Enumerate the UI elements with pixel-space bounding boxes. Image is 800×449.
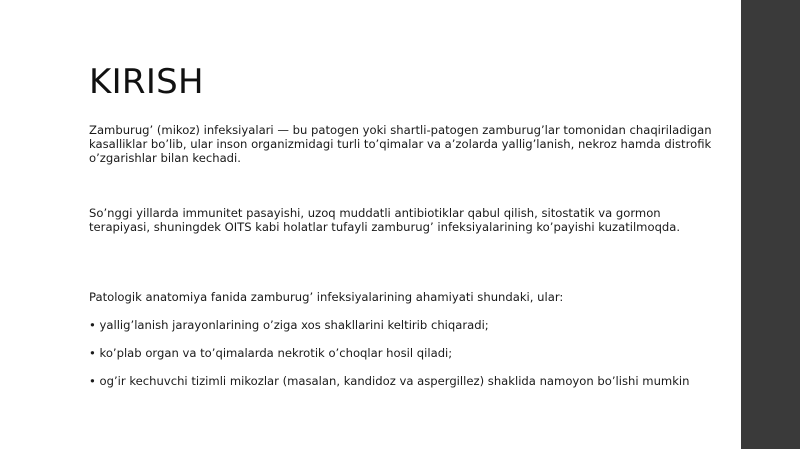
side-bar-decoration bbox=[741, 0, 800, 449]
bullet-item: • og’ir kechuvchi tizimli mikozlar (masalan, kandidoz va aspergillez) shaklida namoyon bo’lishi mumkin bbox=[89, 374, 690, 388]
context-paragraph: So’nggi yillarda immunitet pasayishi, uzoq muddatli antibiotiklar qabul qilish, sitostatik va gormon terapiyasi, shuningdek OITS kabi holatlar tufayli zamburug’ infeksiyalarining ko’payishi kuzatilmoqda. bbox=[89, 206, 681, 234]
significance-paragraph: Patologik anatomiya fanida zamburug’ infeksiyalarining ahamiyati shundaki, ular: bbox=[89, 290, 564, 304]
slide-title: KIRISH bbox=[89, 62, 204, 102]
bullet-item: • yallig’lanish jarayonlarining o’ziga xos shakllarini keltirib chiqaradi; bbox=[89, 318, 489, 332]
bullet-item: • ko’plab organ va to’qimalarda nekrotik o’choqlar hosil qiladi; bbox=[89, 346, 453, 360]
intro-paragraph: Zamburug’ (mikoz) infeksiyalari — bu patogen yoki shartli-patogen zamburug’lar tomonidan chaqiriladigan kasalliklar bo’lib, ular inson organizmidagi turli to’qimalar va a’zolarda yallig’lanish, nekroz hamda distrofik o’zgarishlar bilan kechadi. bbox=[89, 123, 712, 165]
